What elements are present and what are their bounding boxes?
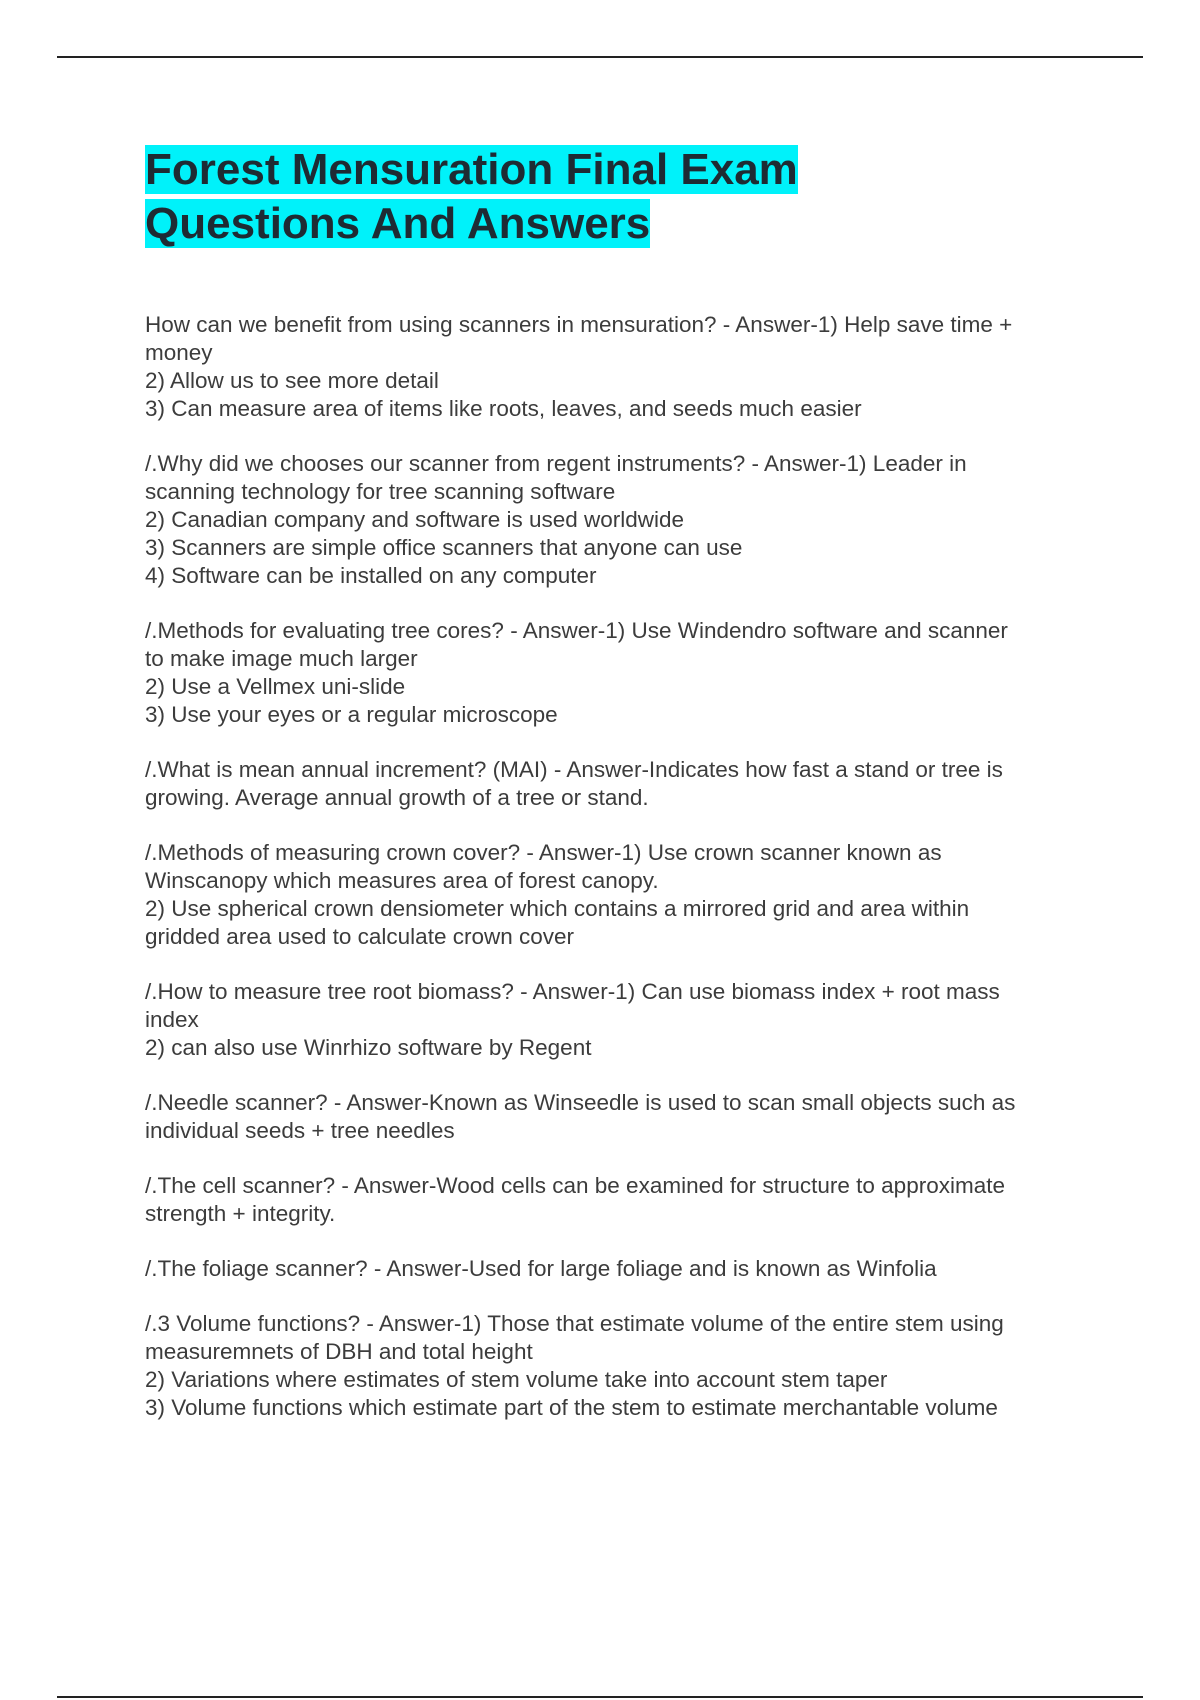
document-body [145,143,1085,1449]
title-line-2: Questions And Answers [145,199,651,248]
qa-entry-needle-scanner: /.Needle scanner? - Answer-Known as Winseedle is used to scan small objects such as individual seeds + tree needles [145,1090,1016,1143]
qa-entry-root-biomass: /.How to measure tree root biomass? - Answer-1) Can use biomass index + root mass index 2) can also use Winrhizo software by Regent [145,979,1000,1060]
title-line-1: Forest Mensuration Final Exam [145,145,798,194]
qa-entry-scanners-benefit: How can we benefit from using scanners in mensuration? - Answer-1) Help save time + money 2) Allow us to see more detail 3) Can measure area of items like roots, leaves, and seeds much easier [145,312,1013,421]
page-title [145,143,1085,251]
top-rule [57,56,1143,58]
bottom-rule [57,1696,1143,1698]
qa-entry-cell-scanner: /.The cell scanner? - Answer-Wood cells can be examined for structure to approximate strength + integrity. [145,1173,1005,1226]
qa-entry-tree-cores: /.Methods for evaluating tree cores? - Answer-1) Use Windendro software and scanner to make image much larger 2) Use a Vellmex uni-slide 3) Use your eyes or a regular microscope [145,618,1008,727]
qa-entry-volume-functions: /.3 Volume functions? - Answer-1) Those that estimate volume of the entire stem using measuremnets of DBH and total height 2) Variations where estimates of stem volume take into account stem taper 3) Volume functions which estimate part of the stem to estimate merchantable volume [145,1311,1004,1420]
qa-entry-foliage-scanner: /.The foliage scanner? - Answer-Used for large foliage and is known as Winfolia [145,1256,937,1281]
qa-entry-regent-instruments: /.Why did we chooses our scanner from regent instruments? - Answer-1) Leader in scanning technology for tree scanning software 2) Canadian company and software is used worldwide 3) Scanners are simple office scanners that anyone can use 4) Software can be installed on any computer [145,451,967,588]
qa-entry-crown-cover: /.Methods of measuring crown cover? - Answer-1) Use crown scanner known as Winscanopy which measures area of forest canopy. 2) Use spherical crown densiometer which contains a mirrored grid and area within gridded area used to calculate crown cover [145,840,970,949]
qa-entry-mai: /.What is mean annual increment? (MAI) - Answer-Indicates how fast a stand or tree is growing. Average annual growth of a tree or stand. [145,757,1003,810]
